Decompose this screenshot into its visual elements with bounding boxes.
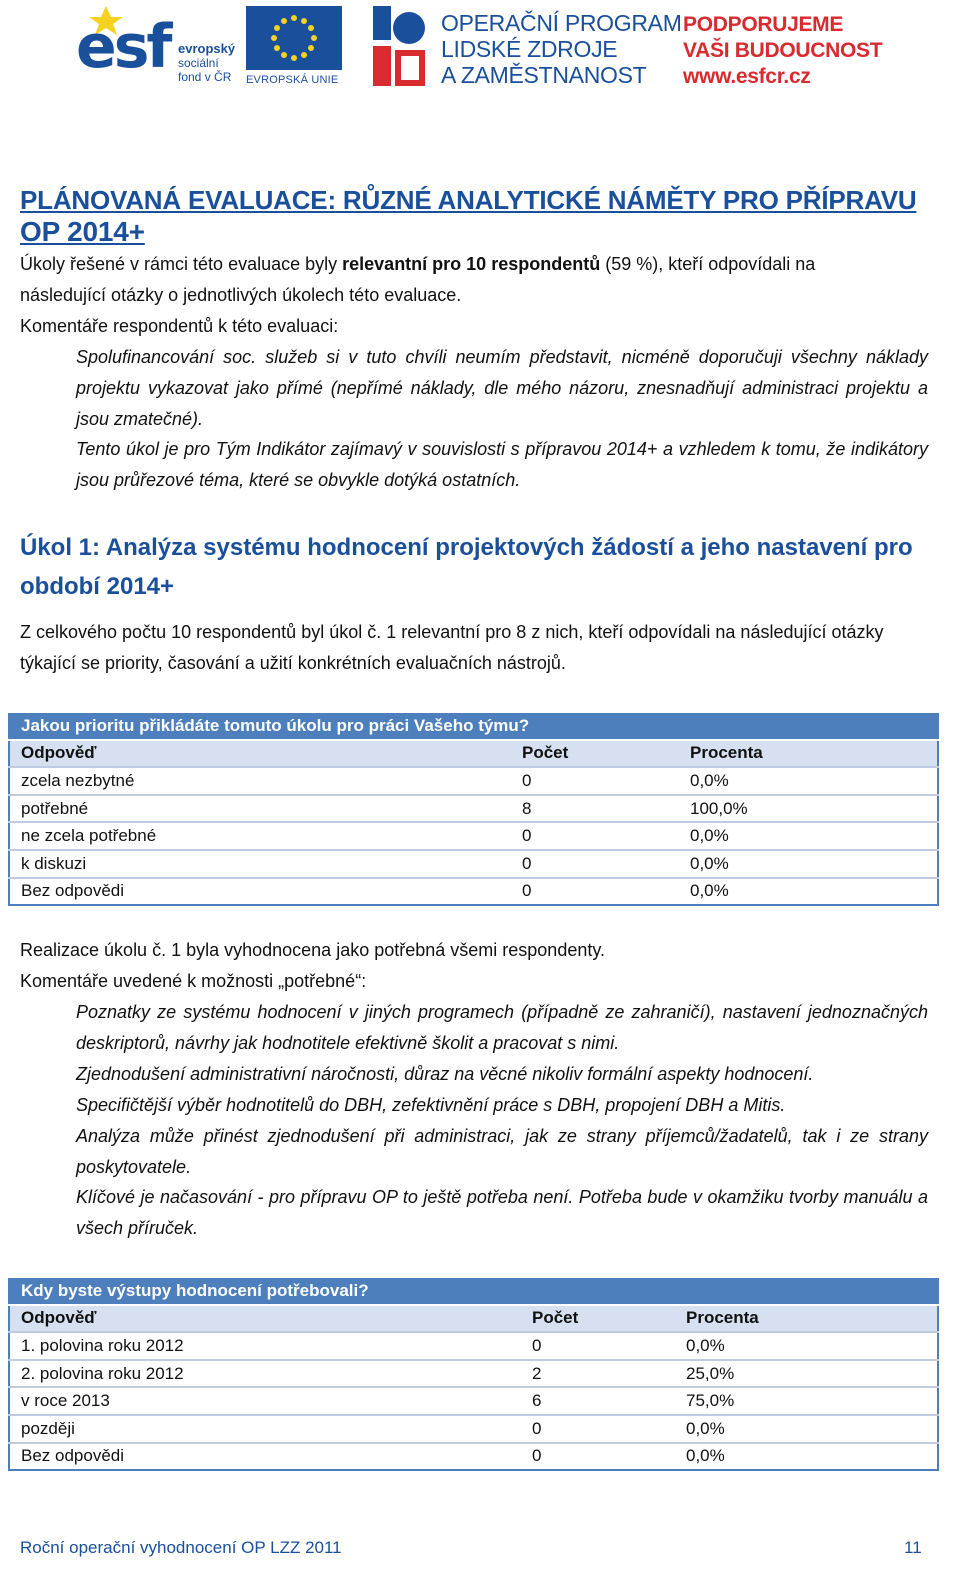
footer-document-title: Roční operační vyhodnocení OP LZZ 2011: [20, 1538, 342, 1557]
table1-header-answer: Odpověď: [9, 740, 511, 768]
result-paragraph: Realizace úkolu č. 1 byla vyhodnocena jako potřebná všemi respondenty. Komentáře uvedené k možnosti „potřebné“:: [20, 940, 606, 991]
table-row: 2. polovina roku 2012 2 25,0%: [9, 1360, 938, 1388]
table1-header-percent: Procenta: [679, 740, 938, 768]
needed-comment-4: Analýza může přinést zjednodušení při administraci, jak ze strany příjemců/žadatelů, tak i ze strany poskytovatele.: [76, 1126, 928, 1177]
eu-label: EVROPSKÁ UNIE: [246, 74, 339, 86]
table2-question: Kdy byste výstupy hodnocení potřebovali?: [9, 1277, 938, 1305]
page-number: 11: [904, 1538, 922, 1557]
esf-letters: esf: [76, 12, 170, 82]
table1-question: Jakou prioritu přikládáte tomuto úkolu pro práci Vašeho týmu?: [9, 712, 938, 740]
op-logo-mark-icon: [373, 6, 429, 88]
needed-comment-2: Zjednodušení administrativní náročnosti, důraz na věcné nikoliv formální aspekty hodnocení.: [76, 1064, 814, 1084]
priority-table: [8, 711, 939, 906]
needed-comment-3: Specifičtější výběr hodnotitelů do DBH, zefektivnění práce s DBH, propojení DBH a Mitis.: [76, 1095, 786, 1115]
task1-heading: Úkol 1: Analýza systému hodnocení projektových žádostí a jeho nastavení pro období 2014+: [20, 534, 913, 600]
table1-header-count: Počet: [511, 740, 679, 768]
table-row: zcela nezbytné 0 0,0%: [9, 767, 938, 795]
intro-paragraph: Úkoly řešené v rámci této evaluace byly relevantní pro 10 respondentů (59 %), kteří odpovídali na následující otázky o jednotlivých úkolech této evaluace. Komentáře respondentů k této evaluaci:: [20, 254, 816, 336]
comment-1: Spolufinancování soc. služeb si v tuto chvíli neumím představit, nicméně doporučuji všechny náklady projektu vykazovat jako přímé (nepřímé náklady, dle mého názoru, znesnadňují administraci projektu a jsou zmatečné).: [76, 347, 928, 429]
timing-table: [8, 1276, 939, 1471]
table2-header-percent: Procenta: [675, 1305, 938, 1333]
eu-stars-icon: [246, 6, 342, 70]
table-row: v roce 2013 6 75,0%: [9, 1387, 938, 1415]
comments-label: Komentáře respondentů k této evaluaci:: [20, 316, 339, 336]
table2-header-count: Počet: [521, 1305, 675, 1333]
esf-subtitle: evropský sociální fond v ČR: [178, 41, 236, 84]
table-row: 1. polovina roku 2012 0 0,0%: [9, 1332, 938, 1360]
table2-header-answer: Odpověď: [9, 1305, 521, 1333]
task1-summary: Z celkového počtu 10 respondentů byl úkol č. 1 relevantní pro 8 z nich, kteří odpovídali na následující otázky týkající se priority, časování a užití konkrétních evaluačních nástrojů.: [20, 622, 884, 673]
needed-comment-5: Klíčové je načasování - pro přípravu OP to ještě potřeba není. Potřeba bude v okamžiku tvorby manuálu a všech příruček.: [76, 1187, 928, 1238]
table-row: ne zcela potřebné 0 0,0%: [9, 822, 938, 850]
page-title: PLÁNOVANÁ EVALUACE: RŮZNÉ ANALYTICKÉ NÁMĚTY PRO PŘÍPRAVU OP 2014+: [20, 185, 917, 247]
support-slogan: PODPORUJEME VAŠI BUDOUCNOST www.esfcr.cz: [683, 13, 883, 88]
table-row: později 0 0,0%: [9, 1415, 938, 1443]
needed-comment-1: Poznatky ze systému hodnocení v jiných programech (případně ze zahraničí), nastavení jednoznačných deskriptorů, návrhy jak hodnotitele efektivně školit a pracovat s nimi.: [76, 1002, 928, 1053]
website-link[interactable]: www.esfcr.cz: [683, 65, 811, 88]
comment-2: Tento úkol je pro Tým Indikátor zajímavý v souvislosti s přípravou 2014+ a vzhledem k tomu, že indikátory jsou průřezové téma, které se obvykle dotýká ostatních.: [76, 439, 928, 490]
eu-flag-icon: [246, 6, 342, 70]
table-row: k diskuzi 0 0,0%: [9, 850, 938, 878]
table-row: Bez odpovědi 0 0,0%: [9, 1443, 938, 1471]
table-row: Bez odpovědi 0 0,0%: [9, 878, 938, 906]
op-program-name: OPERAČNÍ PROGRAM LIDSKÉ ZDROJE A ZAMĚSTNANOST: [441, 10, 682, 88]
table-row: potřebné 8 100,0%: [9, 795, 938, 823]
esf-logo: [76, 6, 236, 88]
